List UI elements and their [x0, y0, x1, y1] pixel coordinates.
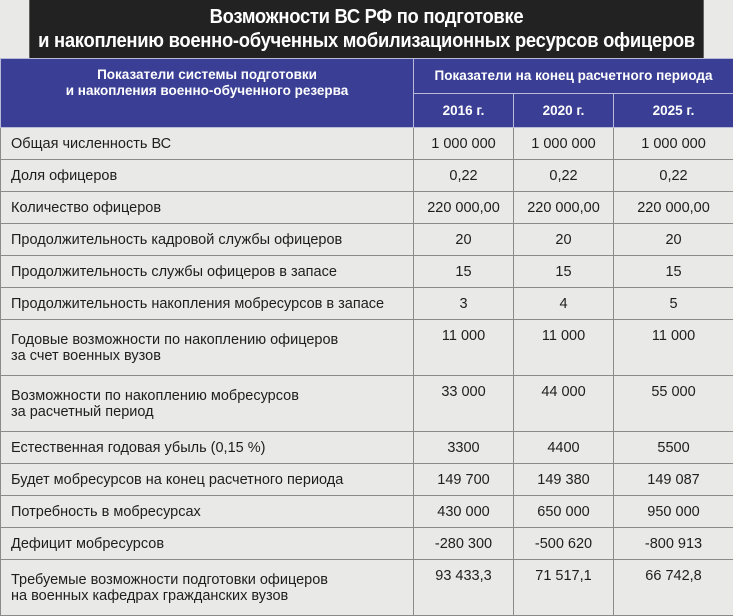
header-indicators-line-2: и накопления военно-обученного резерва — [1, 83, 413, 99]
header-year-2016: 2016 г. — [414, 93, 514, 128]
header-indicators-line-1: Показатели системы подготовки — [1, 67, 413, 83]
table-body — [1, 128, 733, 616]
row-label-line: на военных кафедрах гражданских вузов — [11, 588, 403, 604]
value-cell-2016: 220 000,00 — [414, 192, 514, 224]
value-cell-2025: 66 742,8 — [614, 560, 733, 616]
value-cell-2020: 4 — [514, 288, 614, 320]
row-label — [1, 224, 414, 256]
value-cell-2020: 650 000 — [514, 496, 614, 528]
row-label — [1, 496, 414, 528]
value-cell-2025: 5500 — [614, 432, 733, 464]
row-label-line: Общая численность ВС — [11, 136, 403, 152]
row-label — [1, 376, 414, 432]
row-label — [1, 160, 414, 192]
value-cell-2016: 1 000 000 — [414, 128, 514, 160]
row-label-line: Будет мобресурсов на конец расчетного периода — [11, 472, 403, 488]
value-cell-2020: 11 000 — [514, 320, 614, 376]
value-cell-2025: 0,22 — [614, 160, 733, 192]
value-cell-2020: 71 517,1 — [514, 560, 614, 616]
row-label — [1, 560, 414, 616]
data-table — [0, 58, 733, 616]
value-cell-2020: 220 000,00 — [514, 192, 614, 224]
table-row — [1, 160, 733, 192]
value-cell-2016: 33 000 — [414, 376, 514, 432]
row-label-line: Продолжительность накопления мобресурсов в запасе — [11, 296, 403, 312]
value-cell-2020: 149 380 — [514, 464, 614, 496]
table-row — [1, 376, 733, 432]
row-label-line: Годовые возможности по накоплению офицеров — [11, 332, 403, 348]
title-line-1: Возможности ВС РФ по подготовке — [210, 5, 524, 29]
row-label-line: Количество офицеров — [11, 200, 403, 216]
row-label-line: Продолжительность службы офицеров в запасе — [11, 264, 403, 280]
row-label — [1, 256, 414, 288]
value-cell-2016: 149 700 — [414, 464, 514, 496]
row-label-line: Продолжительность кадровой службы офицеров — [11, 232, 403, 248]
value-cell-2020: 20 — [514, 224, 614, 256]
row-label-line: за счет военных вузов — [11, 348, 403, 364]
table-row — [1, 224, 733, 256]
value-cell-2016: 3 — [414, 288, 514, 320]
table-row — [1, 256, 733, 288]
table-row — [1, 320, 733, 376]
row-label — [1, 528, 414, 560]
row-label — [1, 464, 414, 496]
table-row — [1, 128, 733, 160]
page-title — [29, 0, 703, 58]
header-indicators — [1, 59, 414, 128]
value-cell-2020: 0,22 — [514, 160, 614, 192]
value-cell-2016: 15 — [414, 256, 514, 288]
value-cell-2020: 15 — [514, 256, 614, 288]
value-cell-2016: 20 — [414, 224, 514, 256]
value-cell-2016: 0,22 — [414, 160, 514, 192]
value-cell-2016: 11 000 — [414, 320, 514, 376]
row-label-line: Возможности по накоплению мобресурсов — [11, 388, 403, 404]
table-row — [1, 464, 733, 496]
table-row — [1, 528, 733, 560]
header-year-2025: 2025 г. — [614, 93, 733, 128]
value-cell-2016: 93 433,3 — [414, 560, 514, 616]
value-cell-2020: 4400 — [514, 432, 614, 464]
row-label-line: Потребность в мобресурсах — [11, 504, 403, 520]
value-cell-2025: 149 087 — [614, 464, 733, 496]
table-row — [1, 432, 733, 464]
value-cell-2020: -500 620 — [514, 528, 614, 560]
value-cell-2020: 44 000 — [514, 376, 614, 432]
value-cell-2025: 950 000 — [614, 496, 733, 528]
row-label-line: Требуемые возможности подготовки офицеров — [11, 572, 403, 588]
value-cell-2025: 5 — [614, 288, 733, 320]
value-cell-2016: 430 000 — [414, 496, 514, 528]
value-cell-2016: -280 300 — [414, 528, 514, 560]
value-cell-2025: 20 — [614, 224, 733, 256]
value-cell-2025: 11 000 — [614, 320, 733, 376]
value-cell-2025: -800 913 — [614, 528, 733, 560]
table-row — [1, 192, 733, 224]
value-cell-2020: 1 000 000 — [514, 128, 614, 160]
row-label — [1, 432, 414, 464]
value-cell-2025: 1 000 000 — [614, 128, 733, 160]
row-label-line: Естественная годовая убыль (0,15 %) — [11, 440, 403, 456]
row-label-line: Доля офицеров — [11, 168, 403, 184]
value-cell-2016: 3300 — [414, 432, 514, 464]
table-row — [1, 288, 733, 320]
value-cell-2025: 55 000 — [614, 376, 733, 432]
table-header — [1, 59, 733, 128]
row-label — [1, 288, 414, 320]
row-label — [1, 128, 414, 160]
value-cell-2025: 15 — [614, 256, 733, 288]
header-year-2020: 2020 г. — [514, 93, 614, 128]
table-row — [1, 496, 733, 528]
row-label — [1, 192, 414, 224]
value-cell-2025: 220 000,00 — [614, 192, 733, 224]
title-line-2: и накоплению военно-обученных мобилизационных ресурсов офицеров — [38, 29, 695, 53]
header-period: Показатели на конец расчетного периода — [414, 59, 733, 94]
row-label-line: за расчетный период — [11, 404, 403, 420]
row-label — [1, 320, 414, 376]
table-row — [1, 560, 733, 616]
row-label-line: Дефицит мобресурсов — [11, 536, 403, 552]
